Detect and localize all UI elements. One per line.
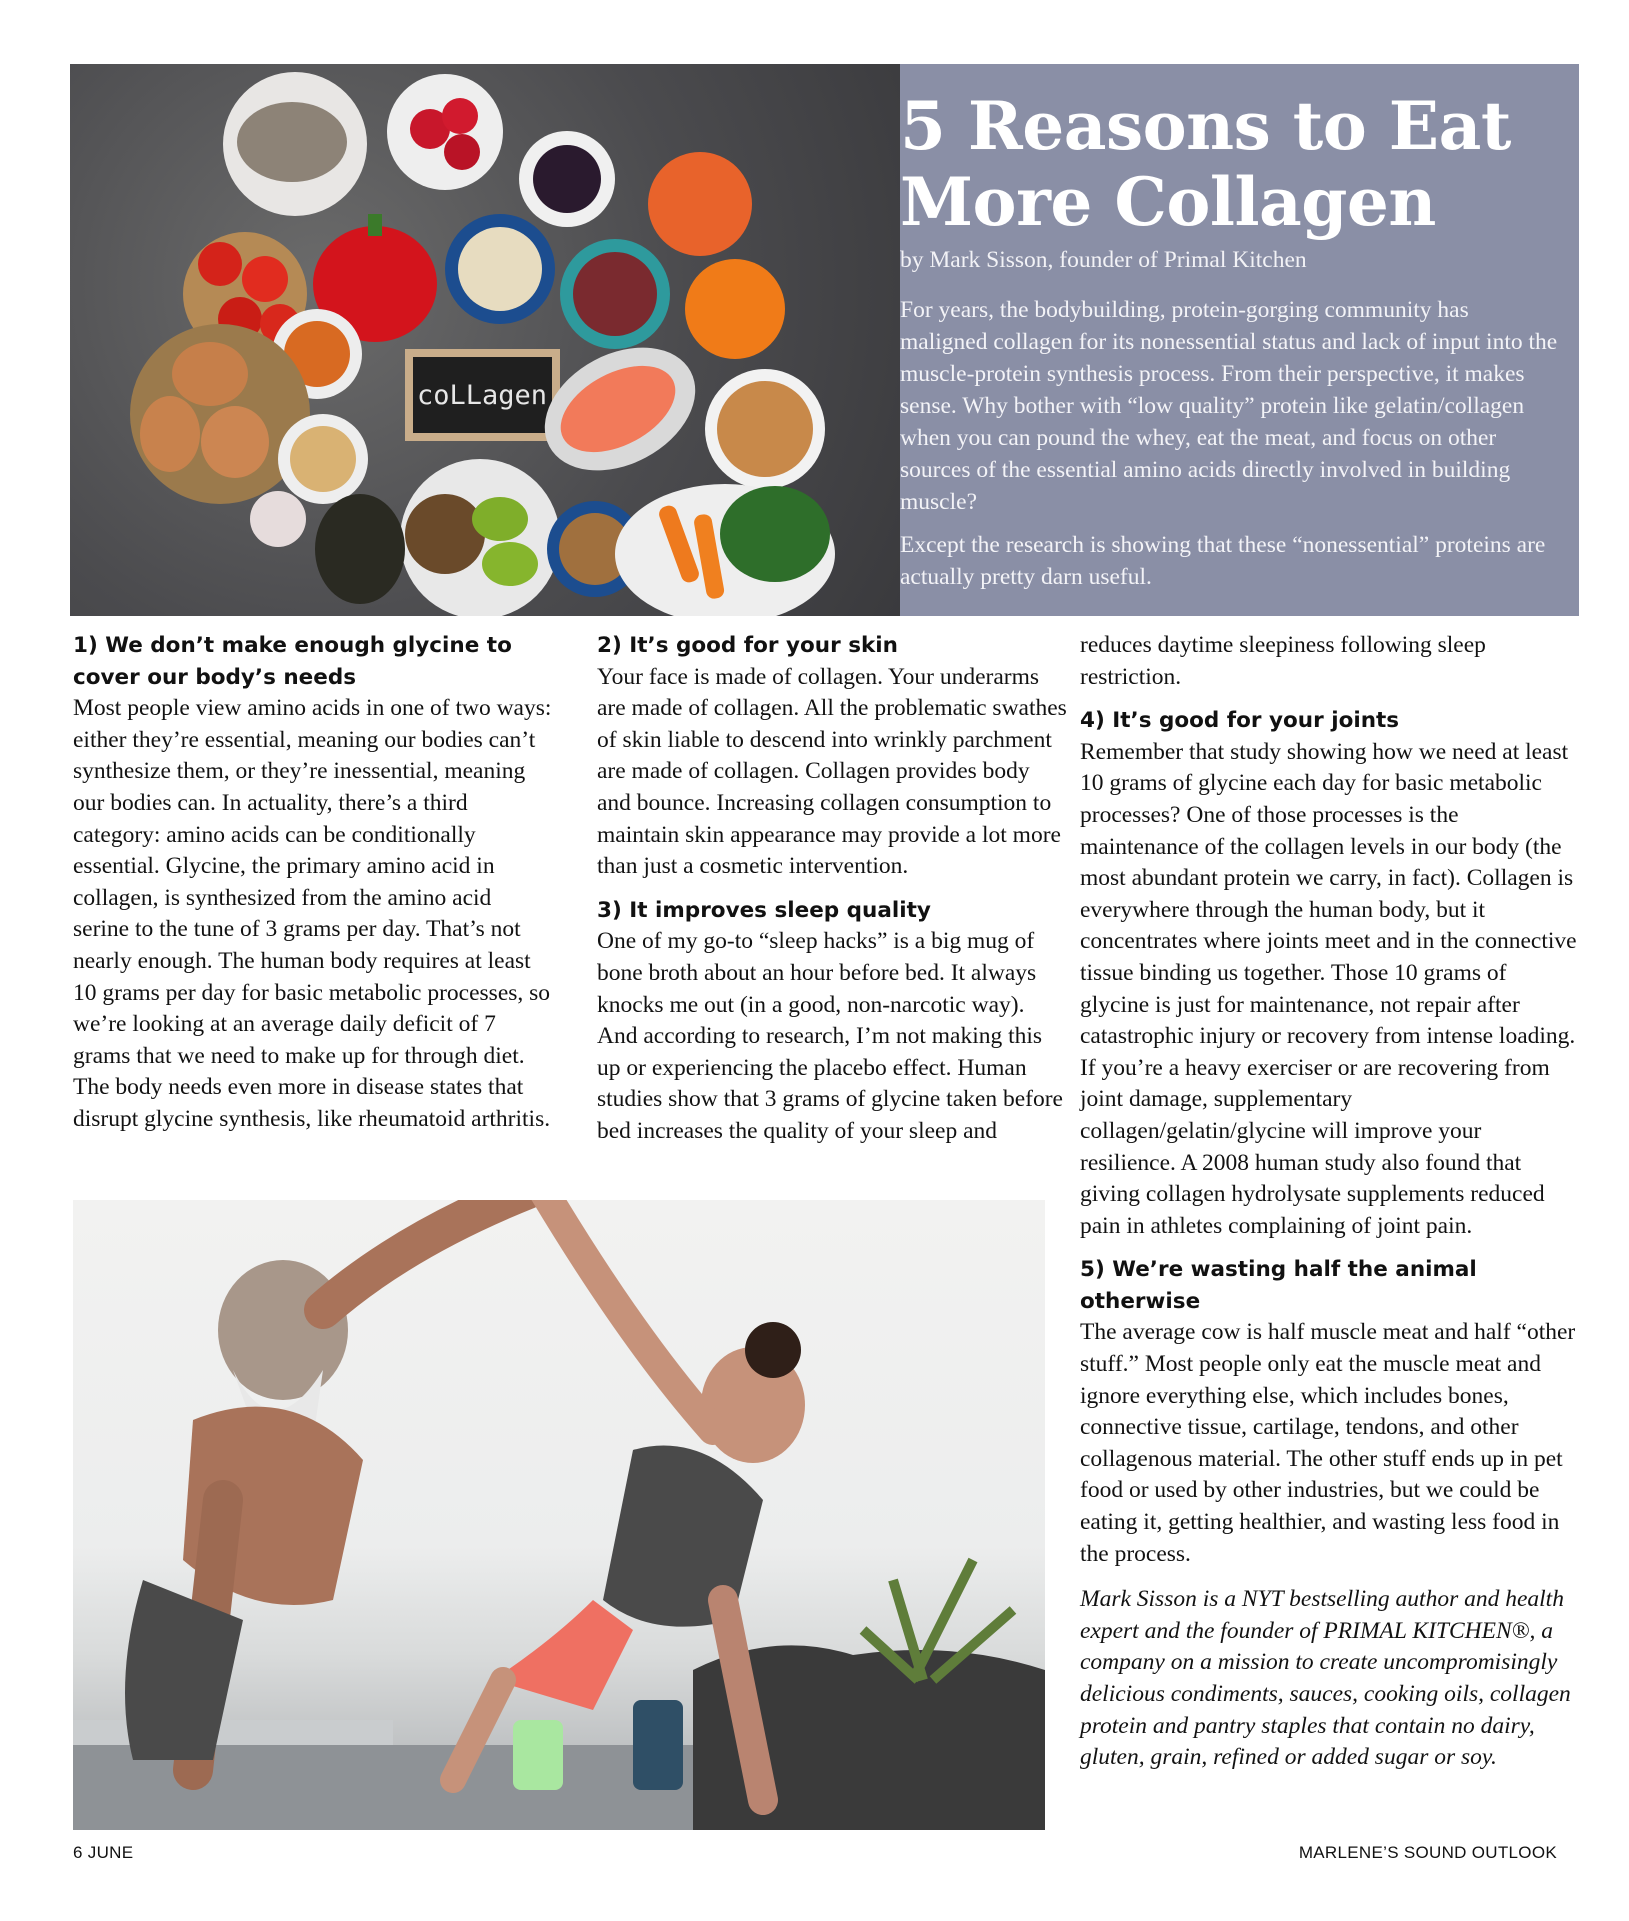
intro: [900, 294, 1560, 604]
author-bio: Mark Sisson is a NYT bestselling author and health expert and the founder of PRIMAL KITCHEN®, a company on a mission to create uncompromisingly delicious condiments, sauces, cooking oils, collagen protein and pantry staples that contain no dairy, gluten, grain, refined or added sugar or soy.: [1080, 1586, 1571, 1771]
column-1: [73, 630, 553, 1148]
reason-1-heading: 1) We don’t make enough glycine to cover our body’s needs: [73, 633, 512, 690]
strawberry: [444, 134, 480, 170]
woman-shorts: [493, 1600, 633, 1710]
intro-paragraph: Except the research is showing that these “nonessential” proteins are actually pretty darn useful.: [900, 532, 1546, 590]
grapefruit: [648, 152, 752, 256]
reason-5-body: The average cow is half muscle meat and half “other stuff.” Most people only eat the muscle meat and ignore everything else, which includes bones, connective tissue, cartilage, tendons, and other collagenous material. The other stuff ends up in pet food or used by other industries, but we could be eating it, getting healthier, and wasting less food in the process.: [1080, 1319, 1576, 1567]
pistachios: [458, 227, 542, 311]
article-title: [900, 88, 1560, 240]
orange: [685, 259, 785, 359]
column-2: [597, 630, 1067, 1160]
green-shaker-bottle: [513, 1720, 563, 1790]
woman-hair-bun: [745, 1322, 801, 1378]
pepper-stem: [368, 214, 382, 236]
reason-3-heading: 3) It improves sleep quality: [597, 897, 931, 923]
reason-3-continued: reduces daytime sleepiness following sleep restriction.: [1080, 632, 1486, 690]
tomato: [198, 242, 242, 286]
tomato: [242, 256, 288, 302]
egg: [172, 342, 248, 406]
footer-publication: MARLENE’S SOUND OUTLOOK: [1298, 1843, 1557, 1862]
avocado: [315, 494, 405, 604]
woman-tank-top: [603, 1446, 763, 1627]
fitness-high-five-photo: [73, 1200, 1045, 1830]
collagen-foods-illustration: [70, 64, 900, 616]
garlic: [250, 491, 306, 547]
reason-2-heading: 2) It’s good for your skin: [597, 633, 898, 658]
reason-4-body: Remember that study showing how we need at least 10 grams of glycine each day for basic metabolic processes? One of those processes is the maintenance of the collagen levels in our body (the most abundant protein we carry, in fact). Collagen is everywhere through the human body, but it concentrates where joints meet and in the connective tissue binding us together. Those 10 grams of glycine is just for maintenance, not repair after catastrophic injury or recovery from intense loading. If you’re a heavy exerciser or are recovering from joint damage, supplementary collagen/gelatin/glycine will improve your resilience. A 2008 human study also found that giving collagen hydrolysate supplements reduced pain in athletes complaining of joint pain.: [1080, 738, 1577, 1239]
sign-text: coLLagen: [416, 380, 548, 411]
column-3: [1080, 630, 1580, 1786]
chickpeas: [290, 426, 356, 492]
egg: [201, 406, 269, 478]
kidney-beans: [573, 252, 657, 336]
bone-broth: [717, 381, 813, 477]
title-line-1: 5 Reasons to Eat: [900, 87, 1511, 165]
byline: by Mark Sisson, founder of Primal Kitchen: [900, 247, 1307, 273]
reason-3-body: One of my go-to “sleep hacks” is a big mug of bone broth about an hour before bed. It always knocks me out (in a good, non-narcotic way). And according to research, I’m not making this up or experiencing the placebo effect. Human studies show that 3 grams of glycine taken before bed increases the quality of your sleep and: [597, 928, 1063, 1144]
reason-5-heading: 5) We’re wasting half the animal otherwise: [1080, 1257, 1477, 1314]
blue-shaker-bottle: [633, 1700, 683, 1790]
strawberry: [442, 98, 478, 134]
intro-paragraph: For years, the bodybuilding, protein-gorging community has maligned collagen for its nonessential status and lack of input into the muscle-protein synthesis process. From their perspective, it makes sense. Why bother with “low quality” protein like gelatin/collagen when you can pound the whey, eat the meat, and focus on other sources of the essential amino acids directly involved in building muscle?: [900, 297, 1558, 515]
egg: [140, 396, 200, 472]
title-line-2: More Collagen: [900, 163, 1436, 241]
kiwi-slice: [472, 497, 528, 541]
blackberries: [533, 145, 601, 213]
kiwi-whole: [405, 494, 485, 574]
reason-4-heading: 4) It’s good for your joints: [1080, 708, 1400, 734]
fitness-illustration: [73, 1200, 1045, 1830]
spinach: [720, 486, 830, 582]
reason-2-body: Your face is made of collagen. Your underarms are made of collagen. All the problematic swathes of skin liable to descend into wrinkly parchment are made of collagen. Collagen provides body and bounce. Increasing collagen consumption to maintain skin appearance may provide a lot more than just a cosmetic intervention.: [597, 663, 1067, 880]
reason-1-body: Most people view amino acids in one of two ways: either they’re essential, meaning our bodies can’t synthesize them, or they’re inessential, meaning our bodies can. In actuality, there’s a third category: amino acids can be conditionally essential. Glycine, the primary amino acid in collagen, is synthesized from the amino acid serine to the tune of 3 grams per day. That’s not nearly enough. The human body requires at least 10 grams per day for basic metabolic processes, so we’re looking at an average daily deficit of 7 grams that we need to make up for through diet. The body needs even more in disease states that disrupt glycine synthesis, like rheumatoid arthritis.: [73, 695, 552, 1132]
woman-arm-raised: [543, 1200, 713, 1430]
kiwi-slice: [482, 542, 538, 586]
collagen-foods-photo: [70, 64, 900, 616]
man-arm-raised: [323, 1200, 528, 1310]
footer-page-info: 6 JUNE: [73, 1843, 134, 1862]
oyster: [237, 102, 347, 182]
